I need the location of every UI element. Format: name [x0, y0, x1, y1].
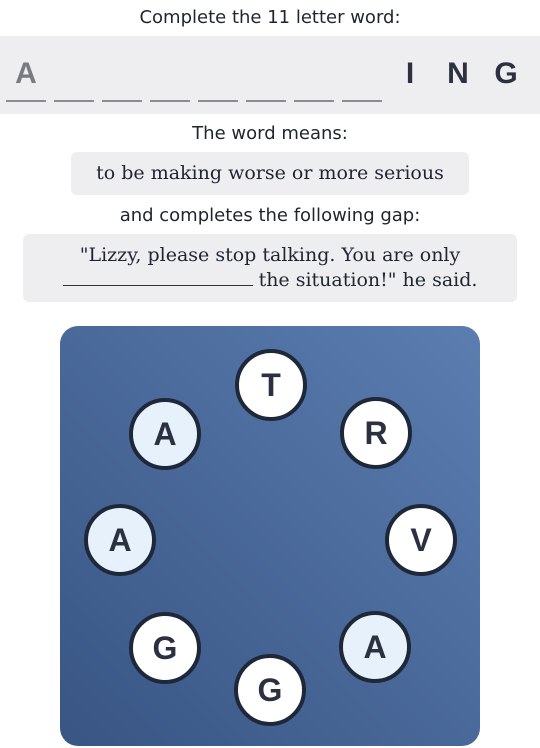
gap-sentence-box	[23, 234, 517, 302]
letter-slot-7[interactable]	[294, 52, 334, 102]
letter-tile-4[interactable]: A	[339, 611, 411, 683]
letter-slot-9: I	[405, 57, 415, 90]
letter-tile-7[interactable]: A	[84, 504, 156, 576]
letter-slot-11: G	[494, 57, 518, 90]
word-answer-row	[0, 36, 540, 114]
sentence-line-2	[23, 268, 517, 293]
letter-slot-6[interactable]	[246, 52, 286, 102]
letter-tile-3[interactable]: V	[385, 504, 457, 576]
gap-label: and completes the following gap:	[119, 205, 421, 226]
letter-slot-4[interactable]	[150, 52, 190, 102]
letter-wheel-board	[60, 326, 480, 746]
letter-tile-2[interactable]: R	[340, 397, 412, 469]
definition-label: The word means:	[192, 123, 348, 144]
definition-box: to be making worse or more serious	[71, 152, 469, 195]
letter-tile-5[interactable]: G	[234, 654, 306, 726]
letter-tile-8[interactable]: A	[129, 398, 201, 470]
sentence-line-1: "Lizzy, please stop talking. You are only	[79, 244, 461, 266]
letter-slot-8[interactable]	[342, 52, 382, 102]
sentence-blank	[63, 285, 253, 286]
letter-tile-1[interactable]: T	[235, 349, 307, 421]
letter-slot-10: N	[447, 57, 469, 90]
letter-slot-5[interactable]	[198, 52, 238, 102]
sentence-line-2-text: the situation!" he said.	[258, 269, 478, 291]
puzzle-prompt: Complete the 11 letter word:	[139, 7, 401, 28]
letter-slot-3[interactable]	[102, 52, 142, 102]
letter-tile-6[interactable]: G	[129, 612, 201, 684]
letter-slot-1: A	[6, 52, 46, 102]
letter-slot-2[interactable]	[54, 52, 94, 102]
